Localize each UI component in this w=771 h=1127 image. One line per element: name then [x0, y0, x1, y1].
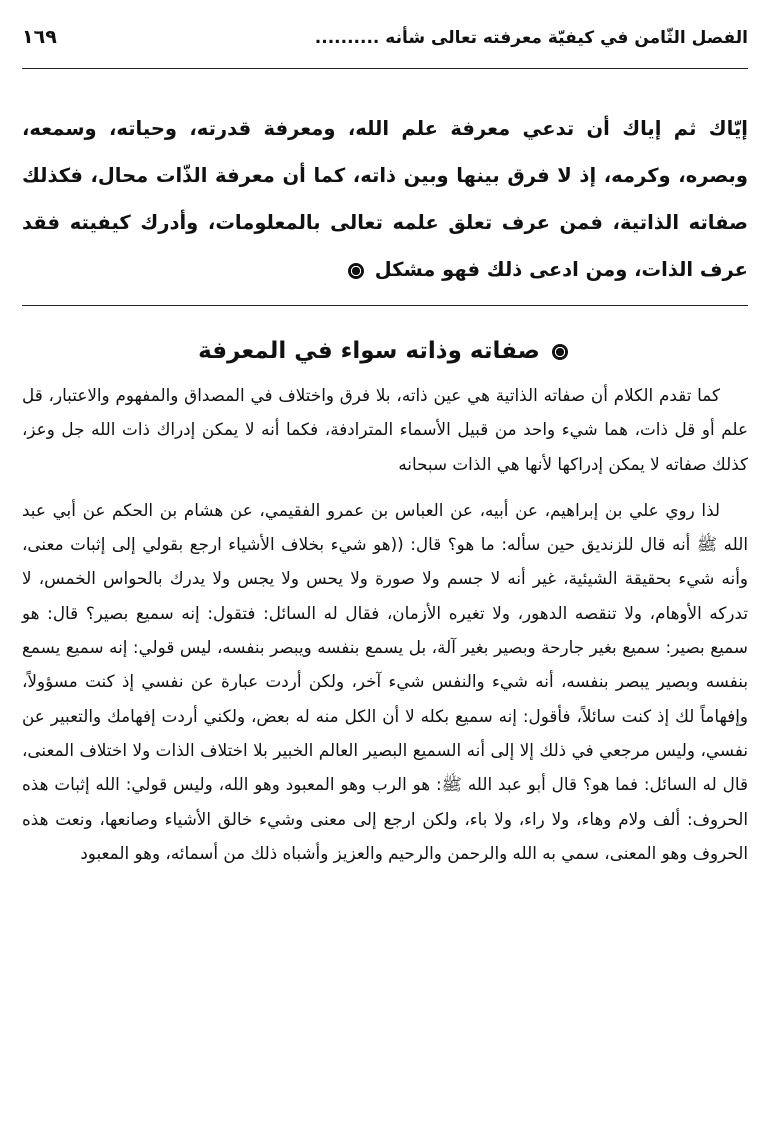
lead-paragraph — [22, 105, 748, 293]
page-number: ١٦٩ — [22, 26, 57, 48]
section-heading — [22, 338, 748, 364]
running-header — [22, 26, 748, 69]
body-paragraph-2: لذا روي علي بن إبراهيم، عن أبيه، عن العباس بن عمرو الفقيمي، عن هشام بن الحكم عن أبي عبد الله ﷺ أنه قال للزنديق حين سأله: ما هو؟ قال: ((هو شيء بخلاف الأشياء ارجع بقولي إلى إثبات معنى، وأنه شيء بحقيقة الشيئية، غير أنه لا جسم ولا صورة ولا يحس ولا يجس ولا يدرك بالحواس الخمس، لا تدركه الأوهام، ولا تنقصه الدهور، ولا تغيره الأزمان، فقال له السائل: فتقول: إنه سميع بصير؟ قال: هو سميع بصير: سميع بغير جارحة وبصير بغير آلة، بل يسمع بنفسه ويبصر بنفسه، ليس قولي: إنه سميع يسمع بنفسه وبصير يبصر بنفسه، أنه شيء والنفس شيء آخر، ولكن أردت عبارة عن نفسي إذ كنت مسؤولاً، وإفهاماً لك إذ كنت سائلاً، فأقول: إنه سميع بكله لا أن الكل منه له بعض، ولكني أردت إفهامك والتعبير عن نفسي، وليس مرجعي في ذلك إلا إلى أنه السميع البصير العالم الخبير بلا اختلاف الذات ولا اختلاف المعنى، قال له السائل: فما هو؟ قال أبو عبد الله ﷺ: هو الرب وهو المعبود وهو الله، وليس قولي: الله إثبات هذه الحروف: ألف ولام وهاء، ولا راء، ولا باء، ولكن ارجع إلى معنى وشيء خالق الأشياء وصانعها، ونعت هذه الحروف وهو المعنى، سمي به الله والرحمن والرحيم والعزيز وأشباه ذلك من أسمائه، وهو المعبود — [22, 499, 748, 863]
flower-ornament-icon — [552, 344, 568, 360]
book-page — [22, 26, 748, 1106]
body-paragraph-1: كما تقدم الكلام أن صفاته الذاتية هي عين ذاته، بلا فرق واختلاف في المصداق والمفهوم والاعتبار، قل علم أو قل ذات، هما شيء واحد من قبيل الأسماء المترادفة، فكما أنه لا يمكن إدراك ذات الله جل وعز، كذلك صفاته لا يمكن إدراكها لأنها هي الذات سبحانه — [22, 385, 748, 474]
leader-dots: .......... — [314, 28, 380, 48]
chapter-title — [315, 28, 748, 48]
section-heading-text: صفاته وذاته سواء في المعرفة — [198, 338, 540, 364]
chapter-title-text: الفصل الثّامن في كيفيّة معرفته تعالى شأنه — [385, 28, 748, 48]
flower-ornament-icon — [348, 263, 364, 279]
section-divider — [22, 305, 748, 306]
lead-paragraph-text: إيّاك ثم إياك أن تدعي معرفة علم الله، ومعرفة قدرته، وحياته، وسمعه، وبصره، وكرمه، إذ لا فرق بينها وبين ذاته، كما أن معرفة الذّات محال، فكذلك صفاته الذاتية، فمن عرف تعلق علمه تعالى بالمعلومات، وأدرك كيفيته فقد عرف الذات، ومن ادعى ذلك فهو مشكل — [22, 117, 748, 281]
